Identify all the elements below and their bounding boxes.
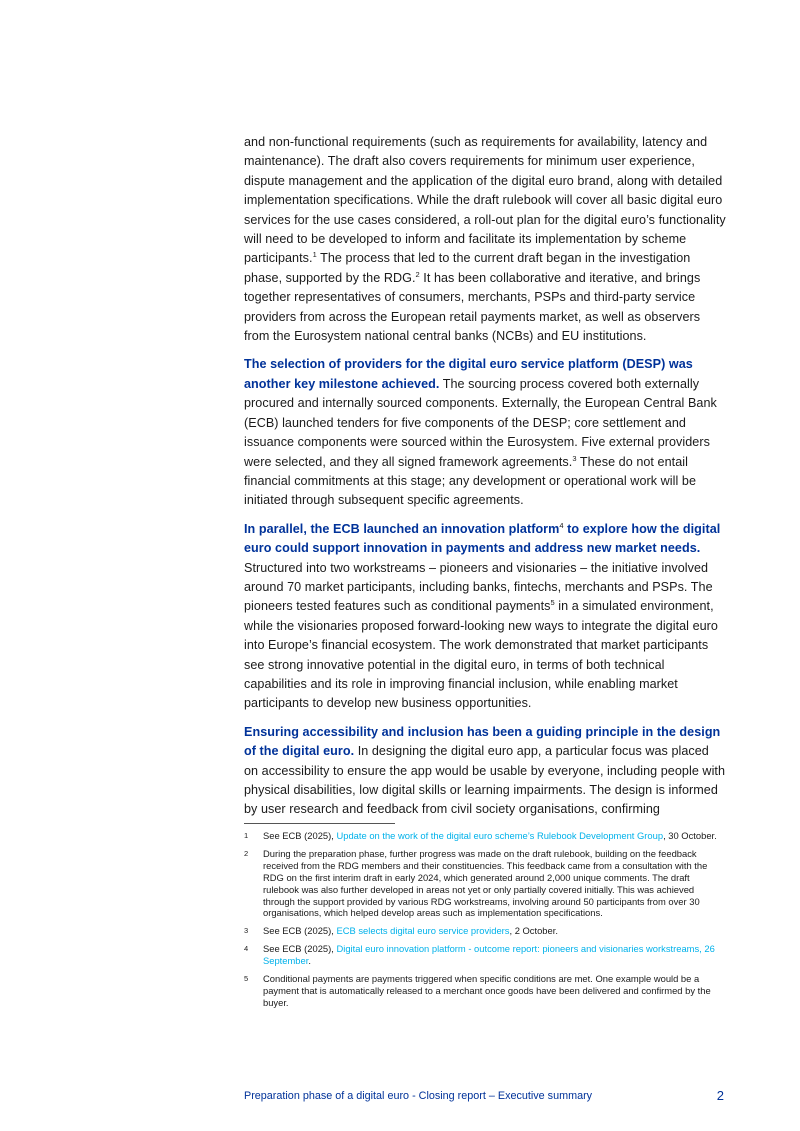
footnote-5	[244, 973, 726, 1009]
footnote-text: During the preparation phase, further progress was made on the draft rulebook, building on the feedback received from the RDG members and their constituencies. This feedback came from a consultation with the RDG on the first interim draft in early 2024, which generated around 2,000 unique comments. The draft rulebook was also further developed in areas not yet or only partially covered initially. This was achieved through the support provided by various RDG workstreams, involving around 50 participants from over 30 organisations, which helped develop areas such as implementation specifications.	[263, 847, 708, 919]
paragraph-rulebook-requirements	[244, 133, 726, 346]
footnote-prefix: See ECB (2025),	[263, 925, 337, 937]
footnote-divider	[244, 823, 395, 824]
paragraph-text: It has been collaborative and iterative, and brings together representatives of consumers, merchants, PSPs and third-party service providers from across the European retail payments market, as well as observers from the Eurosystem national central banks (NCBs) and EU institutions.	[244, 270, 701, 344]
footnote-ref-2[interactable]: 2	[415, 269, 420, 279]
footnote-text	[263, 925, 726, 937]
footnote-text	[263, 943, 726, 967]
footnote-suffix: , 2 October.	[509, 925, 558, 937]
footnote-number: 4	[244, 944, 249, 954]
paragraph-text: The sourcing process covered both externally procured and internally sourced components. Externally, the European Central Bank (ECB) launched tenders for five components of the DESP; core settlement and issuance components were sourced within the Eurosystem. Five external providers were selected, and they all signed framework agreements.	[244, 376, 717, 469]
paragraph-text: The process that led to the current draft began in the investigation phase, supported by the RDG.	[244, 251, 691, 285]
footnote-prefix: See ECB (2025),	[263, 943, 337, 955]
footnote-text	[263, 830, 726, 842]
footnote-number: 5	[244, 974, 249, 984]
paragraph-lead-heading: Ensuring accessibility and inclusion has been a guiding principle in the design of the digital euro.	[244, 724, 721, 759]
footnote-prefix: See ECB (2025),	[263, 830, 337, 841]
footnote-number: 1	[244, 831, 249, 840]
paragraph-desp-providers	[244, 355, 726, 510]
page-number: 2	[716, 1088, 724, 1103]
paragraph-accessibility	[244, 723, 726, 820]
footnote-ref-1[interactable]: 1	[312, 250, 317, 260]
paragraph-text: and non-functional requirements (such as requirements for availability, latency and maintenance). The draft also covers requirements for minimum user experience, dispute management and the application of the digital euro brand, along with detailed implementation specifications. While the draft rulebook will cover all basic digital euro services for the use cases considered, a roll-out plan for the digital euro’s functionality will need to be developed to inform and facilitate its implementation by scheme participants.	[244, 135, 726, 266]
footnote-number: 2	[244, 848, 249, 858]
footnote-ref-3[interactable]: 3	[572, 453, 577, 463]
footnote-4	[244, 943, 726, 967]
paragraph-text: Structured into two workstreams – pioneers and visionaries – the initiative involved around 70 market participants, including banks, fintechs, merchants and PSPs. The pioneers tested features such as conditional payments	[244, 560, 713, 614]
paragraph-lead-heading: In parallel, the ECB launched an innovation platform	[244, 521, 560, 536]
paragraph-lead-heading-cont: to explore how the digital euro could support innovation in payments and address new market needs.	[244, 521, 721, 556]
footnote-ref-4[interactable]: 4	[559, 520, 564, 530]
footer-title: Preparation phase of a digital euro - Closing report – Executive summary	[244, 1090, 593, 1102]
footnote-suffix: , 30 October.	[663, 830, 717, 841]
footnote-1	[244, 830, 726, 842]
footnote-link[interactable]: Update on the work of the digital euro scheme’s Rulebook Development Group	[336, 830, 664, 841]
paragraph-innovation-platform	[244, 520, 726, 714]
footnote-link[interactable]: ECB selects digital euro service providers	[336, 925, 510, 937]
main-body-text	[244, 133, 726, 829]
footnote-2	[244, 848, 726, 919]
footnote-ref-5[interactable]: 5	[550, 598, 555, 608]
paragraph-text: in a simulated environment, while the visionaries proposed forward-looking new ways to integrate the digital euro into Europe’s financial ecosystem. The work demonstrated that market participants see strong innovative potential in the digital euro, in terms of both technical capabilities and its role in improving financial inclusion, while enabling market participants to develop new business opportunities.	[244, 599, 718, 711]
footnote-link[interactable]: Digital euro innovation platform - outcome report: pioneers and visionaries workstreams, 26 September	[263, 943, 715, 967]
footnote-number: 3	[244, 926, 249, 936]
page-footer	[244, 1088, 726, 1104]
footnote-3	[244, 925, 726, 937]
paragraph-lead-heading: The selection of providers for the digital euro service platform (DESP) was another key milestone achieved.	[244, 357, 693, 391]
footnote-text: Conditional payments are payments triggered when specific conditions are met. One example would be a payment that is automatically released to a merchant once goods have been delivered and confirmed by the buyer.	[263, 973, 711, 1008]
footnote-suffix: .	[308, 955, 311, 967]
paragraph-text: These do not entail financial commitments at this stage; any development or operational work will be initiated through subsequent specific agreements.	[244, 454, 696, 508]
paragraph-text: In designing the digital euro app, a particular focus was placed on accessibility to ensure the app would be usable by everyone, including people with physical disabilities, low digital skills or learning impairments. The design is informed by user research and feedback from civil society organisations, confirming	[244, 744, 726, 817]
footnotes	[244, 830, 726, 1015]
